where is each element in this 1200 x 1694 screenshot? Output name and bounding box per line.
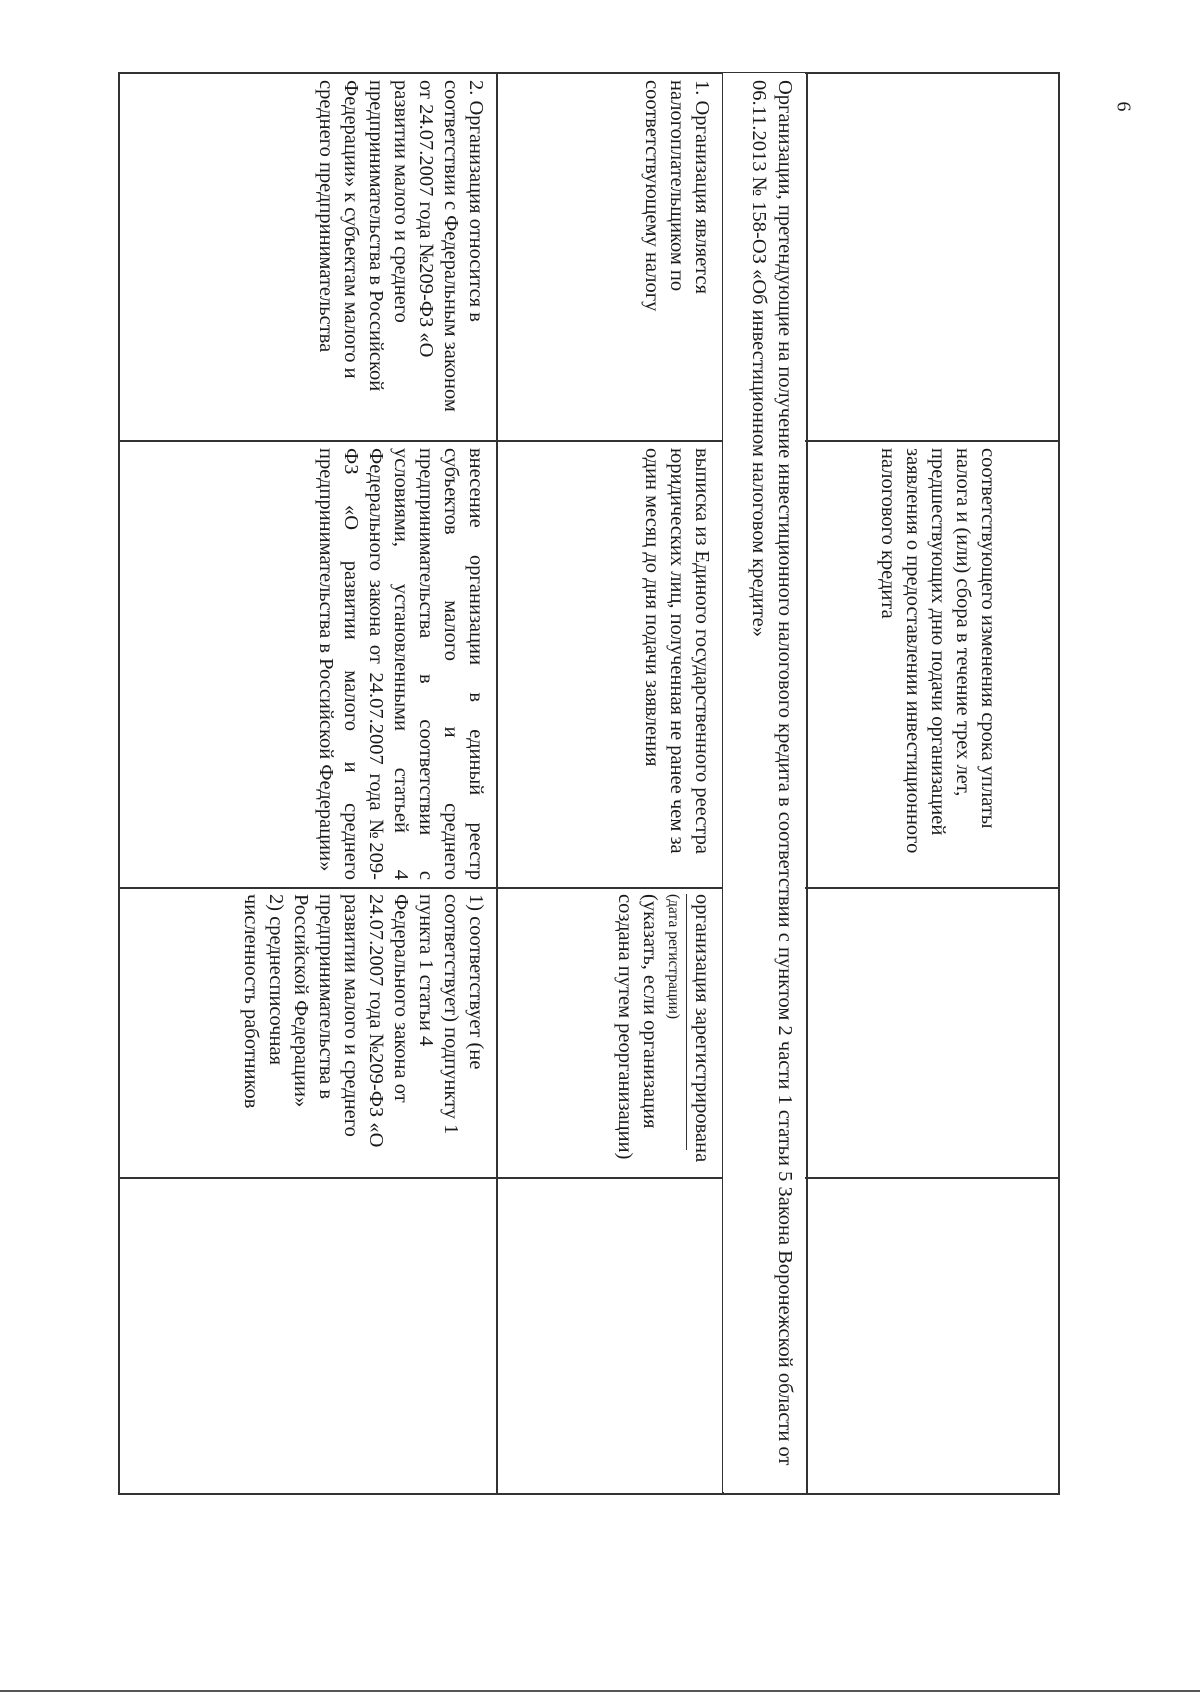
table-border-left: [118, 72, 120, 1494]
row1-info-note: (указать, если организация создана путем реорганизации): [614, 894, 661, 1160]
row1-document: выписка из Единого государственного реестра юридических лиц, полученная не ранее чем за один месяц до дня подачи заявления: [641, 448, 713, 854]
row2-criterion: 2. Организация относится в соответствии с Федеральным законом от 24.07.2007 года №209-ФЗ «О развитии малого и среднего предпринимательства в Российской Федерации» к субъектам малого и среднего предпринимательства: [315, 80, 487, 412]
row1-info-registered: организация зарегистрирована: [691, 894, 713, 1163]
row2-info: [128, 894, 488, 1174]
scan-bottom-edge: [0, 1690, 1200, 1692]
row2-info-item-1: 1) соответствует (не соответствует) подпункту 1 пункта 1 статьи 4 Федерального закона от 24.07.2007 года №209-ФЗ «О развитии малого и среднего предпринимательства в Российской Федерации»: [290, 894, 487, 1148]
row-divider-toprow-header: [806, 72, 808, 1494]
page-number: 6: [1112, 101, 1135, 112]
date-fill-line: [686, 894, 687, 1150]
row2-document: внесение организации в единый реестр субъектов малого и среднего предпринимательства в соответствии с условиями, установленными статьей 4 Федерального закона от 24.07.2007 года №209-ФЗ «О развитии малого и среднего предпринимательства в Российской Федерации»: [315, 448, 487, 880]
row-divider-row1-row2: [496, 72, 498, 1494]
column-divider-3: [118, 1177, 1060, 1179]
row1-criterion: 1. Организация является налогоплательщиком по соответствующему налогу: [641, 80, 713, 312]
top-row-document: соответствующего изменения срока уплаты налога и (или) сбора в течение трех лет, предшествующих дню подачи организацией заявления о предоставлении инвестиционного налогового кредита: [877, 448, 999, 854]
table-border-right: [1058, 72, 1060, 1494]
table-border-top: [118, 72, 1060, 74]
row1-date-caption: (дата регистрации): [665, 894, 682, 1020]
section-header: Организации, претендующие на получение инвестиционного налогового кредита в соответствии с пунктом 2 части 1 статьи 5 Закона Воронежской области от 06.11.2013 № 158-ОЗ «Об инвестиционном налоговом кредите»: [748, 80, 796, 1466]
row2-info-item-2: 2) среднесписочная численность работников: [240, 894, 287, 1109]
column-divider-1: [118, 440, 1060, 442]
column-divider-2: [118, 887, 1060, 889]
row1-info: [504, 894, 714, 1170]
table-border-bottom: [118, 1493, 1060, 1495]
